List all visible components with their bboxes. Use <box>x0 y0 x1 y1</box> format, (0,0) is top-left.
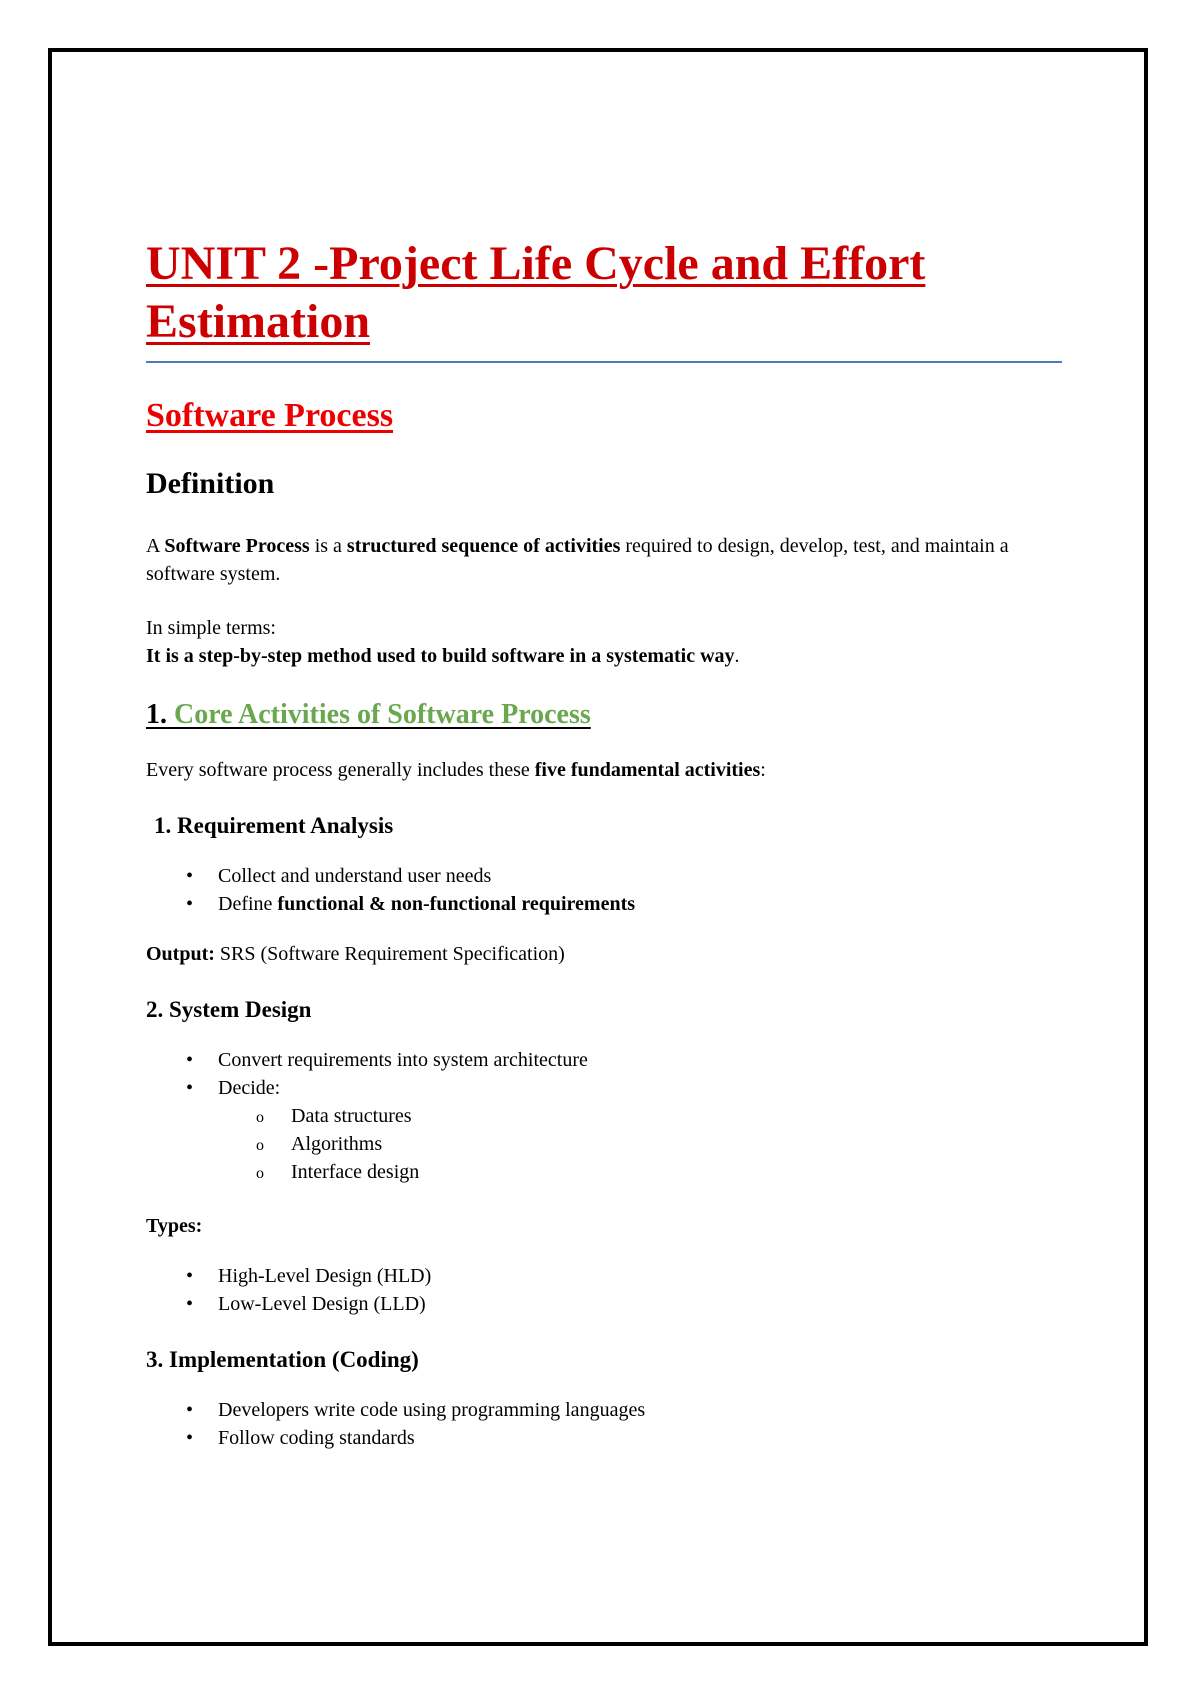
bullet-icon: • <box>186 1293 194 1315</box>
definition-paragraph <box>146 532 1066 588</box>
bullet-icon: • <box>186 865 194 887</box>
activity-heading-system-design: 2. System Design <box>146 997 312 1022</box>
circle-bullet-icon: o <box>256 1137 264 1154</box>
output-label: Output: <box>146 943 215 965</box>
bullet-icon: • <box>186 1077 194 1099</box>
simple-terms-paragraph <box>146 642 1066 670</box>
list-item <box>146 1396 1066 1424</box>
list-item <box>146 1074 1066 1102</box>
bullet-icon: • <box>186 893 194 915</box>
activities-intro-paragraph <box>146 756 1066 784</box>
circle-bullet-icon: o <box>256 1165 264 1182</box>
types-label <box>146 1212 1066 1240</box>
simple-terms-text: . <box>734 645 740 667</box>
intro-bold: five fundamental activities <box>534 759 761 781</box>
circle-bullet-icon: o <box>256 1109 264 1126</box>
activity-heading-implementation: 3. Implementation (Coding) <box>146 1347 419 1372</box>
definition-bold-term: Software Process <box>164 535 310 557</box>
title-divider <box>146 361 1062 363</box>
sub-list-item <box>146 1158 1066 1186</box>
bullet-icon: • <box>186 1399 194 1421</box>
definition-text: required to design, develop, test, and maintain a software system. <box>146 535 1009 585</box>
list-item-text: Low-Level Design (LLD) <box>218 1293 426 1315</box>
sub-list-item <box>146 1102 1066 1130</box>
list-item-text: Collect and understand user needs <box>218 865 492 887</box>
definition-bold-phrase: structured sequence of activities <box>346 535 621 557</box>
system-design-list <box>146 1046 1066 1102</box>
list-item-text: Follow coding standards <box>218 1427 415 1449</box>
bullet-icon: • <box>186 1427 194 1449</box>
sub-list-item-text: Algorithms <box>291 1133 383 1155</box>
definition-heading: Definition <box>146 467 275 500</box>
list-item-text: Decide: <box>218 1077 281 1099</box>
core-activities-number: 1. <box>146 699 174 730</box>
list-item-text: High-Level Design (HLD) <box>218 1265 432 1287</box>
definition-text: is a <box>309 535 347 557</box>
list-item <box>146 890 1066 918</box>
list-item-text: Developers write code using programming languages <box>218 1399 646 1421</box>
requirement-analysis-list <box>146 862 1066 918</box>
list-item <box>146 1424 1066 1452</box>
types-label-text: Types: <box>146 1215 203 1237</box>
system-design-sublist <box>146 1102 1066 1186</box>
list-item <box>146 862 1066 890</box>
sub-list-item-text: Interface design <box>291 1161 420 1183</box>
intro-text: : <box>760 759 766 781</box>
list-item-text: Convert requirements into system architecture <box>218 1049 588 1071</box>
simple-terms-bold: step-by-step method used to build software in a systematic way <box>198 645 735 667</box>
sub-list-item-text: Data structures <box>291 1105 412 1127</box>
list-item <box>146 1046 1066 1074</box>
activity-heading-requirement-analysis: 1. Requirement Analysis <box>154 813 394 838</box>
core-activities-title: Core Activities of Software Process <box>174 699 591 730</box>
simple-terms-text: It is a <box>146 645 199 667</box>
design-types-list <box>146 1262 1066 1318</box>
document-body <box>146 235 1066 1452</box>
unit-title: UNIT 2 -Project Life Cycle and Effort Estimation <box>146 237 926 348</box>
list-item-bold: functional & non-functional requirements <box>277 893 636 915</box>
simple-terms-label: In simple terms: <box>146 617 276 639</box>
section-title: Software Process <box>146 397 394 434</box>
list-item <box>146 1290 1066 1318</box>
definition-text: A <box>146 535 165 557</box>
output-line <box>146 940 1066 968</box>
list-item <box>146 1262 1066 1290</box>
implementation-list <box>146 1396 1066 1452</box>
sub-list-item <box>146 1130 1066 1158</box>
bullet-icon: • <box>186 1049 194 1071</box>
core-activities-heading <box>146 698 1066 732</box>
intro-text: Every software process generally includes these <box>146 759 535 781</box>
list-item-text: Define <box>218 893 278 915</box>
output-text: SRS (Software Requirement Specification) <box>214 943 565 965</box>
bullet-icon: • <box>186 1265 194 1287</box>
